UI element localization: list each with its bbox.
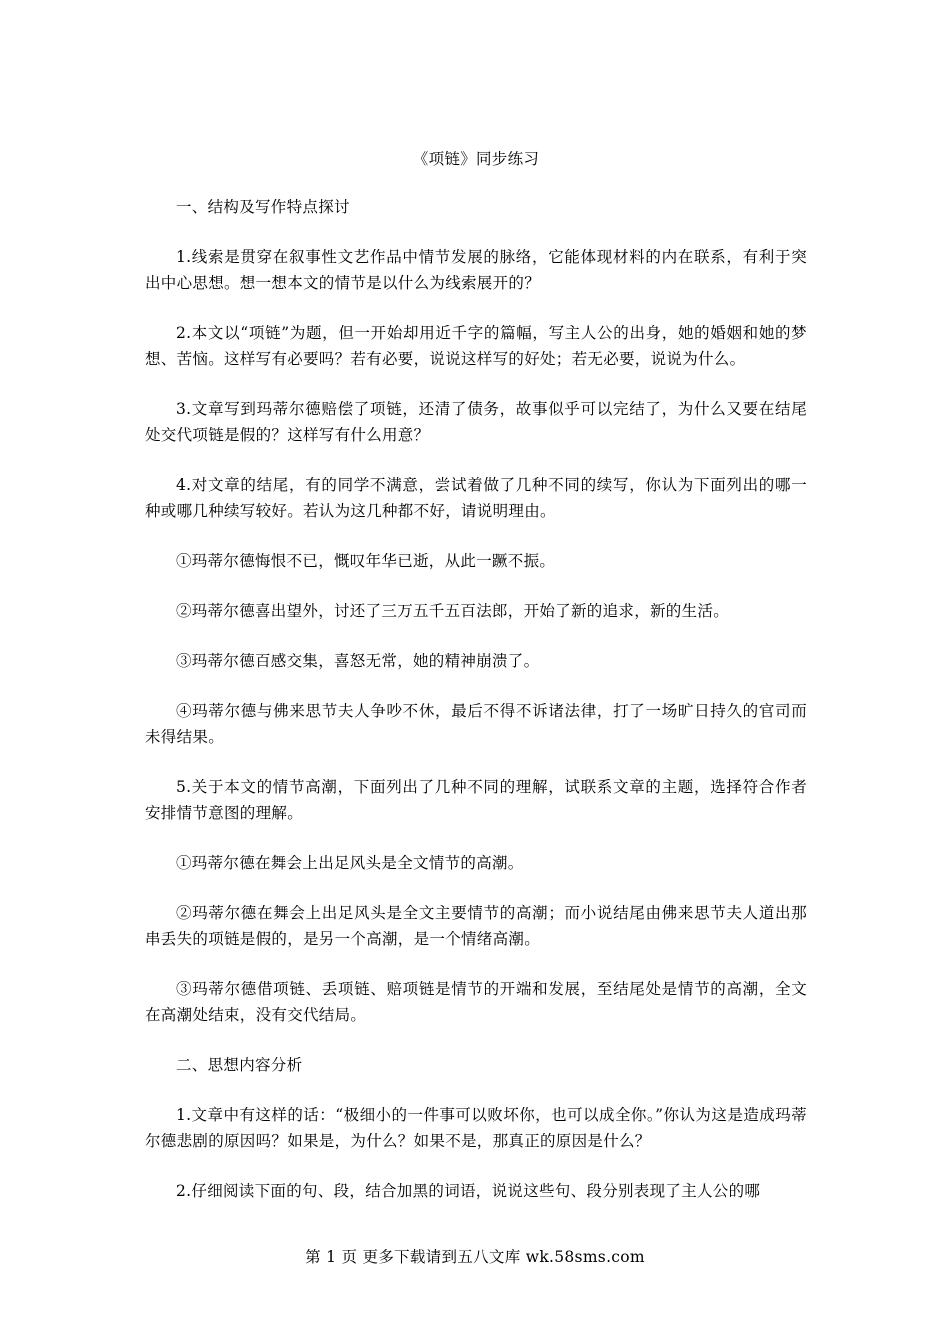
question-4: 4.对文章的结尾，有的同学不满意，尝试着做了几种不同的续写，你认为下面列出的哪一种或哪几种续写较好。若认为这几种都不好，请说明理由。 [145, 476, 807, 520]
content-question-2: 2.仔细阅读下面的句、段，结合加黑的词语，说说这些句、段分别表现了主人公的哪 [176, 1182, 761, 1200]
question-1: 1.线索是贯穿在叙事性文艺作品中情节发展的脉络，它能体现材料的内在联系，有利于突出中心思想。想一想本文的情节是以什么为线索展开的？ [145, 248, 807, 292]
question-3: 3.文章写到玛蒂尔德赔偿了项链，还清了债务，故事似乎可以完结了，为什么又要在结尾处交代项链是假的？这样写有什么用意？ [145, 400, 807, 444]
question-2: 2.本文以“项链”为题，但一开始却用近千字的篇幅，写主人公的出身，她的婚姻和她的梦想、苦恼。这样写有必要吗？若有必要，说说这样写的好处；若无必要，说说为什么。 [145, 324, 807, 368]
section-heading-structure: 一、结构及写作特点探讨 [176, 198, 350, 216]
document-body [145, 146, 807, 1228]
option-item: ①玛蒂尔德悔恨不已，慨叹年华已逝，从此一蹶不振。 [176, 552, 556, 570]
question-5: 5.关于本文的情节高潮，下面列出了几种不同的理解，试联系文章的主题，选择符合作者安排情节意图的理解。 [145, 778, 807, 822]
option-item: ④玛蒂尔德与佛来思节夫人争吵不休，最后不得不诉诸法律，打了一场旷日持久的官司而未得结果。 [145, 702, 807, 746]
option-item: ①玛蒂尔德在舞会上出足风头是全文情节的高潮。 [176, 854, 524, 872]
option-item: ③玛蒂尔德借项链、丢项链、赔项链是情节的开端和发展，至结尾处是情节的高潮，全文在高潮处结束，没有交代结局。 [145, 980, 807, 1024]
page-footer: 第 1 页 更多下载请到五八文库 wk.58sms.com [305, 1248, 645, 1266]
document-title: 《项链》同步练习 [412, 150, 540, 168]
option-item: ②玛蒂尔德喜出望外，讨还了三万五千五百法郎，开始了新的追求，新的生活。 [176, 602, 730, 620]
content-question-1: 1.文章中有这样的话：“极细小的一件事可以败坏你，也可以成全你。”你认为这是造成玛蒂尔德悲剧的原因吗？如果是，为什么？如果不是，那真正的原因是什么？ [145, 1106, 807, 1150]
option-item: ②玛蒂尔德在舞会上出足风头是全文主要情节的高潮；而小说结尾由佛来思节夫人道出那串丢失的项链是假的，是另一个高潮，是一个情绪高潮。 [145, 904, 807, 948]
section-heading-content: 二、思想内容分析 [176, 1056, 303, 1074]
option-item: ③玛蒂尔德百感交集，喜怒无常，她的精神崩溃了。 [176, 652, 540, 670]
